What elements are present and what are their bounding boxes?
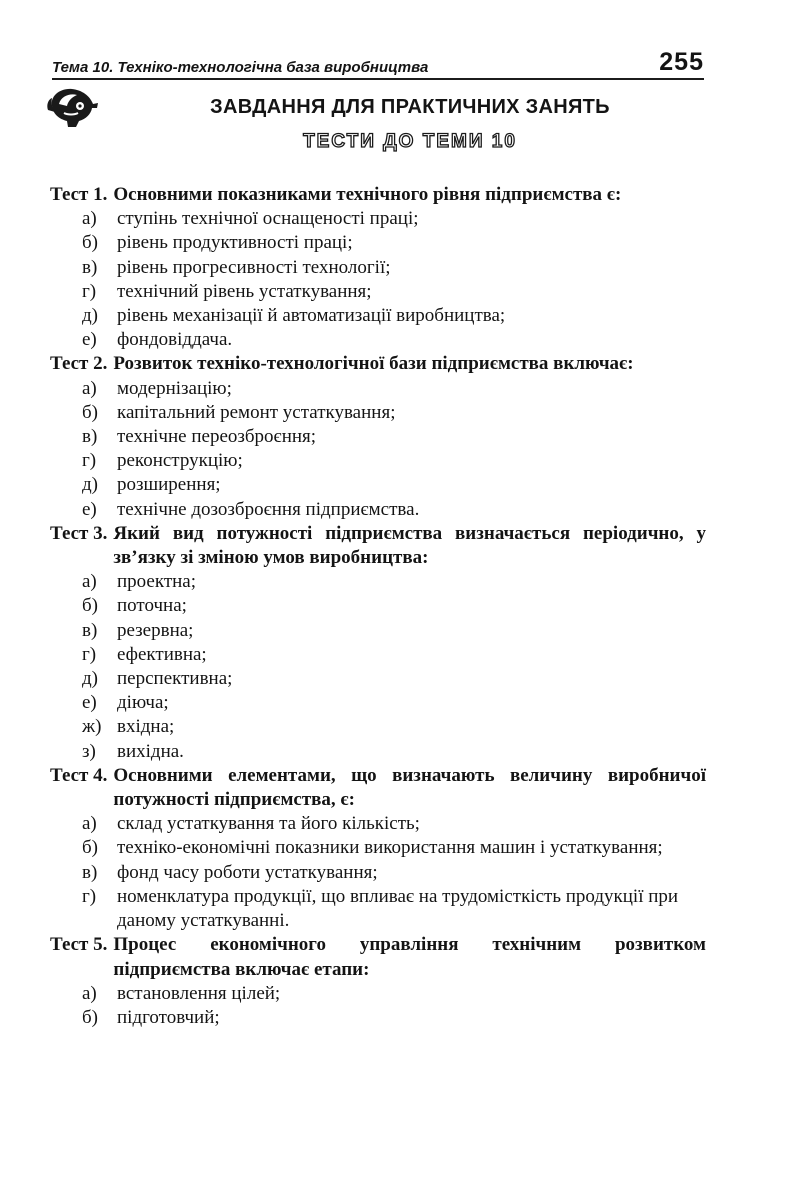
option-text: технічне переозброєння; xyxy=(117,426,317,448)
answer-option xyxy=(50,473,706,497)
answer-option xyxy=(50,401,706,425)
option-marker: а) xyxy=(82,813,97,835)
test-label: Тест 3. xyxy=(50,522,108,544)
test-item xyxy=(50,933,706,1030)
test-item xyxy=(50,183,706,352)
option-text: підготовчий; xyxy=(117,1006,220,1028)
answer-option xyxy=(50,667,706,691)
option-marker: а) xyxy=(82,208,97,230)
option-text: рівень механізації й автоматизації виробництва; xyxy=(117,305,506,327)
option-text: реконструкцію; xyxy=(117,450,243,472)
option-text: модернізацію; xyxy=(117,377,232,399)
option-text: номенклатура продукції, що впливає на трудомісткість продукції при даному устаткуванні. xyxy=(117,885,679,932)
answer-option xyxy=(50,982,706,1006)
answer-option xyxy=(50,207,706,231)
option-text: фонд часу роботи устаткування; xyxy=(117,861,378,883)
answer-option xyxy=(50,449,706,473)
answer-options xyxy=(50,377,706,522)
option-marker: г) xyxy=(82,643,97,665)
answer-option xyxy=(50,691,706,715)
answer-option xyxy=(50,425,706,449)
running-header xyxy=(52,48,704,80)
answer-option xyxy=(50,836,706,860)
answer-option xyxy=(50,643,706,667)
option-marker: а) xyxy=(82,571,97,593)
option-marker: ж) xyxy=(82,716,102,738)
test-question-text: Процес економічного управління технічним розвитком підприємства включає етапи: xyxy=(113,934,706,980)
answer-options xyxy=(50,570,706,764)
option-text: склад устаткування та його кількість; xyxy=(117,813,420,835)
answer-option xyxy=(50,498,706,522)
option-marker: в) xyxy=(82,426,98,448)
test-item xyxy=(50,522,706,764)
test-question-text: Основними показниками технічного рівня підприємства є: xyxy=(113,184,622,205)
answer-option xyxy=(50,812,706,836)
option-marker: б) xyxy=(82,401,98,423)
option-marker: в) xyxy=(82,619,98,641)
helmeted-head-emblem-icon xyxy=(46,84,102,130)
option-marker: г) xyxy=(82,450,97,472)
option-marker: а) xyxy=(82,377,97,399)
test-question xyxy=(50,764,706,812)
answer-option xyxy=(50,304,706,328)
section-heading: ЗАВДАННЯ ДЛЯ ПРАКТИЧНИХ ЗАНЯТЬ xyxy=(210,96,610,118)
answer-options xyxy=(50,982,706,1030)
answer-option xyxy=(50,280,706,304)
option-marker: е) xyxy=(82,692,97,714)
answer-option xyxy=(50,328,706,352)
answer-option xyxy=(50,570,706,594)
option-text: діюча; xyxy=(117,692,169,714)
page-number: 255 xyxy=(659,48,704,76)
test-label: Тест 5. xyxy=(50,934,108,956)
option-marker: д) xyxy=(82,305,98,327)
section-subheading: ТЕСТИ ДО ТЕМИ 10 xyxy=(303,131,517,152)
option-text: фондовіддача. xyxy=(117,329,233,351)
answer-option xyxy=(50,256,706,280)
test-question xyxy=(50,352,706,376)
option-marker: б) xyxy=(82,595,98,617)
answer-option xyxy=(50,1006,706,1030)
answer-option xyxy=(50,619,706,643)
option-marker: з) xyxy=(82,740,96,762)
test-question xyxy=(50,183,706,207)
answer-option xyxy=(50,594,706,618)
option-marker: д) xyxy=(82,668,98,690)
answer-option xyxy=(50,231,706,255)
option-text: рівень продуктивності праці; xyxy=(117,232,353,254)
test-question-text: Основними елементами, що визначають величину виробничої потужності підприємства, є: xyxy=(113,764,706,811)
option-text: вихідна. xyxy=(117,740,184,762)
running-title: Тема 10. Техніко-технологічна база виробництва xyxy=(52,59,429,76)
answer-option xyxy=(50,715,706,739)
option-text: рівень прогресивності технології; xyxy=(117,256,391,278)
option-text: встановлення цілей; xyxy=(117,982,281,1004)
option-text: проектна; xyxy=(117,571,196,593)
option-text: технічний рівень устаткування; xyxy=(117,280,372,302)
option-marker: г) xyxy=(82,885,97,907)
option-text: ефективна; xyxy=(117,643,207,665)
option-marker: в) xyxy=(82,861,98,883)
test-label: Тест 2. xyxy=(50,353,108,375)
option-marker: д) xyxy=(82,474,98,496)
option-marker: е) xyxy=(82,498,97,520)
option-marker: е) xyxy=(82,329,97,351)
test-question xyxy=(50,933,706,981)
option-text: перспективна; xyxy=(117,668,233,690)
test-label: Тест 1. xyxy=(50,184,108,205)
option-marker: б) xyxy=(82,232,98,254)
option-text: ступінь технічної оснащеності праці; xyxy=(117,208,419,230)
answer-option xyxy=(50,377,706,401)
answer-option xyxy=(50,885,706,933)
test-item xyxy=(50,764,706,933)
option-marker: в) xyxy=(82,256,98,278)
answer-options xyxy=(50,812,706,933)
option-text: техніко-економічні показники використання машин і устаткування; xyxy=(117,837,663,859)
option-marker: б) xyxy=(82,837,98,859)
answer-option xyxy=(50,861,706,885)
test-label: Тест 4. xyxy=(50,764,108,786)
option-text: вхідна; xyxy=(117,716,175,738)
option-text: резервна; xyxy=(117,619,194,641)
test-question-text: Який вид потужності підприємства визначається періодично, у зв’язку зі зміною умов виробництва: xyxy=(113,522,706,569)
option-text: капітальний ремонт устаткування; xyxy=(117,401,396,423)
test-question xyxy=(50,522,706,570)
test-item xyxy=(50,352,706,521)
option-marker: б) xyxy=(82,1006,98,1028)
answer-options xyxy=(50,207,706,352)
option-marker: а) xyxy=(82,982,97,1004)
option-text: розширення; xyxy=(117,474,221,496)
option-marker: г) xyxy=(82,280,97,302)
option-text: поточна; xyxy=(117,595,187,617)
option-text: технічне дозозброєння підприємства. xyxy=(117,498,420,520)
answer-option xyxy=(50,740,706,764)
test-question-text: Розвиток техніко-технологічної бази підприємства включає: xyxy=(113,353,634,375)
tests-list xyxy=(50,183,706,1030)
